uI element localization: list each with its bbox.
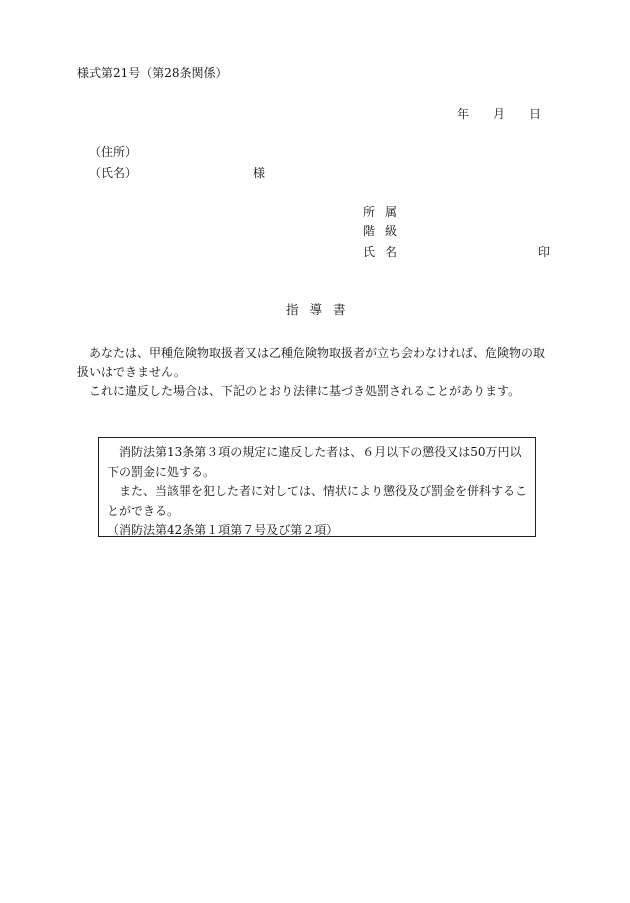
- document-title: 指導書: [286, 302, 357, 317]
- body-paragraph-2: これに違反した場合は、下記のとおり法律に基づき処罰されることがあります。: [89, 384, 521, 398]
- recipient-honorific: 様: [253, 166, 266, 180]
- seal-mark: 印: [538, 245, 551, 259]
- date-month-label: 月: [493, 107, 506, 121]
- body-paragraph-1: あなたは、甲種危険物取扱者又は乙種危険物取扱者が立ち会わなければ、危険物の取扱いはできません。: [77, 346, 546, 379]
- issuer-rank-label: 階級: [363, 224, 408, 238]
- date-year-label: 年: [457, 107, 470, 121]
- notice-reference: （消防法第42条第１項第７号及び第２項）: [107, 523, 339, 537]
- body-text: [77, 344, 555, 401]
- notice-line-1: 消防法第13条第３項の規定に違反した者は、６月以下の懲役又は50万円以下の罰金に処する。: [107, 445, 522, 479]
- date-day-label: 日: [529, 107, 542, 121]
- notice-line-2: また、当該罪を犯した者に対しては、情状により懲役及び罰金を併科することができる。: [107, 484, 528, 518]
- recipient-address-label: （住所）: [89, 145, 138, 159]
- recipient-name-label: （氏名）: [89, 166, 138, 180]
- issuer-affiliation-label: 所属: [363, 205, 408, 219]
- issuer-name-label: 氏名: [363, 245, 408, 259]
- penalty-notice-box: [98, 437, 536, 537]
- form-number: 様式第21号（第28条関係）: [77, 66, 228, 80]
